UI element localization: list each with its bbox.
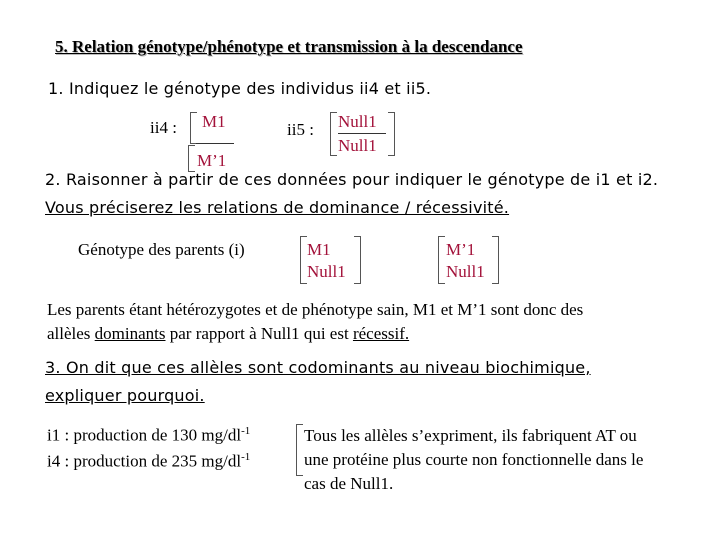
explanation-line-1: Tous les allèles s’expriment, ils fabriquent AT ou bbox=[304, 426, 637, 445]
question-3-line-1: 3. On dit que ces allèles sont codominants au niveau biochimique, bbox=[45, 358, 591, 377]
parent-1-bracket-right bbox=[354, 236, 361, 284]
parent-2-allele-top: M’1 bbox=[446, 240, 476, 259]
answer-2-text-b: par rapport à Null1 qui est bbox=[165, 324, 353, 343]
answer-2-text-a: allèles bbox=[47, 324, 95, 343]
production-i1-text: i1 : production de 130 mg/dl bbox=[47, 425, 242, 445]
explanation-bracket bbox=[296, 424, 303, 476]
answer-2-line-1: Les parents étant hétérozygotes et de phénotype sain, M1 et M’1 sont donc des bbox=[47, 300, 584, 319]
explanation-line-3: cas de Null1. bbox=[304, 474, 394, 493]
ii5-allele-bottom: Null1 bbox=[338, 136, 377, 155]
ii4-label: ii4 : bbox=[150, 118, 177, 137]
parent-2-allele-bottom: Null1 bbox=[446, 262, 485, 281]
ii5-bracket-right bbox=[388, 112, 395, 156]
parent-1-allele-top: M1 bbox=[307, 240, 331, 259]
ii4-allele-top: M1 bbox=[202, 112, 226, 131]
ii5-allele-top: Null1 bbox=[338, 112, 377, 131]
question-3-line-2: expliquer pourquoi. bbox=[45, 386, 205, 405]
answer-2-line-2 bbox=[47, 324, 409, 344]
explanation-line-2: une protéine plus courte non fonctionnelle dans le bbox=[304, 450, 644, 469]
parents-genotype-label: Génotype des parents (i) bbox=[78, 240, 245, 259]
page-title: 5. Relation génotype/phénotype et transmission à la descendance bbox=[55, 37, 523, 56]
production-i1 bbox=[47, 425, 250, 446]
parent-2-bracket-left bbox=[438, 236, 445, 284]
question-1: 1. Indiquez le génotype des individus ii4 et ii5. bbox=[48, 79, 432, 98]
parent-1-allele-bottom: Null1 bbox=[307, 262, 346, 281]
question-2-line-1: 2. Raisonner à partir de ces données pour indiquer le génotype de i1 et i2. bbox=[45, 170, 659, 189]
production-i4-text: i4 : production de 235 mg/dl bbox=[47, 451, 242, 471]
parent-1-bracket-left bbox=[300, 236, 307, 284]
ii5-label: ii5 : bbox=[287, 120, 314, 139]
ii5-fraction-bar bbox=[338, 133, 386, 134]
ii4-bracket bbox=[190, 112, 197, 144]
answer-2-dominants: dominants bbox=[94, 324, 166, 343]
question-2-line-2: Vous préciserez les relations de dominance / récessivité. bbox=[45, 198, 510, 217]
production-i4-exponent: -1 bbox=[241, 451, 251, 463]
ii4-bracket-lower bbox=[188, 145, 195, 172]
production-i4 bbox=[47, 451, 250, 472]
ii4-fraction-bar bbox=[196, 143, 234, 144]
parent-2-bracket-right bbox=[492, 236, 499, 284]
production-i1-exponent: -1 bbox=[241, 425, 251, 437]
answer-2-recessif: récessif. bbox=[352, 324, 410, 343]
ii5-bracket-left bbox=[330, 112, 337, 156]
ii4-allele-bottom: M’1 bbox=[197, 151, 227, 170]
